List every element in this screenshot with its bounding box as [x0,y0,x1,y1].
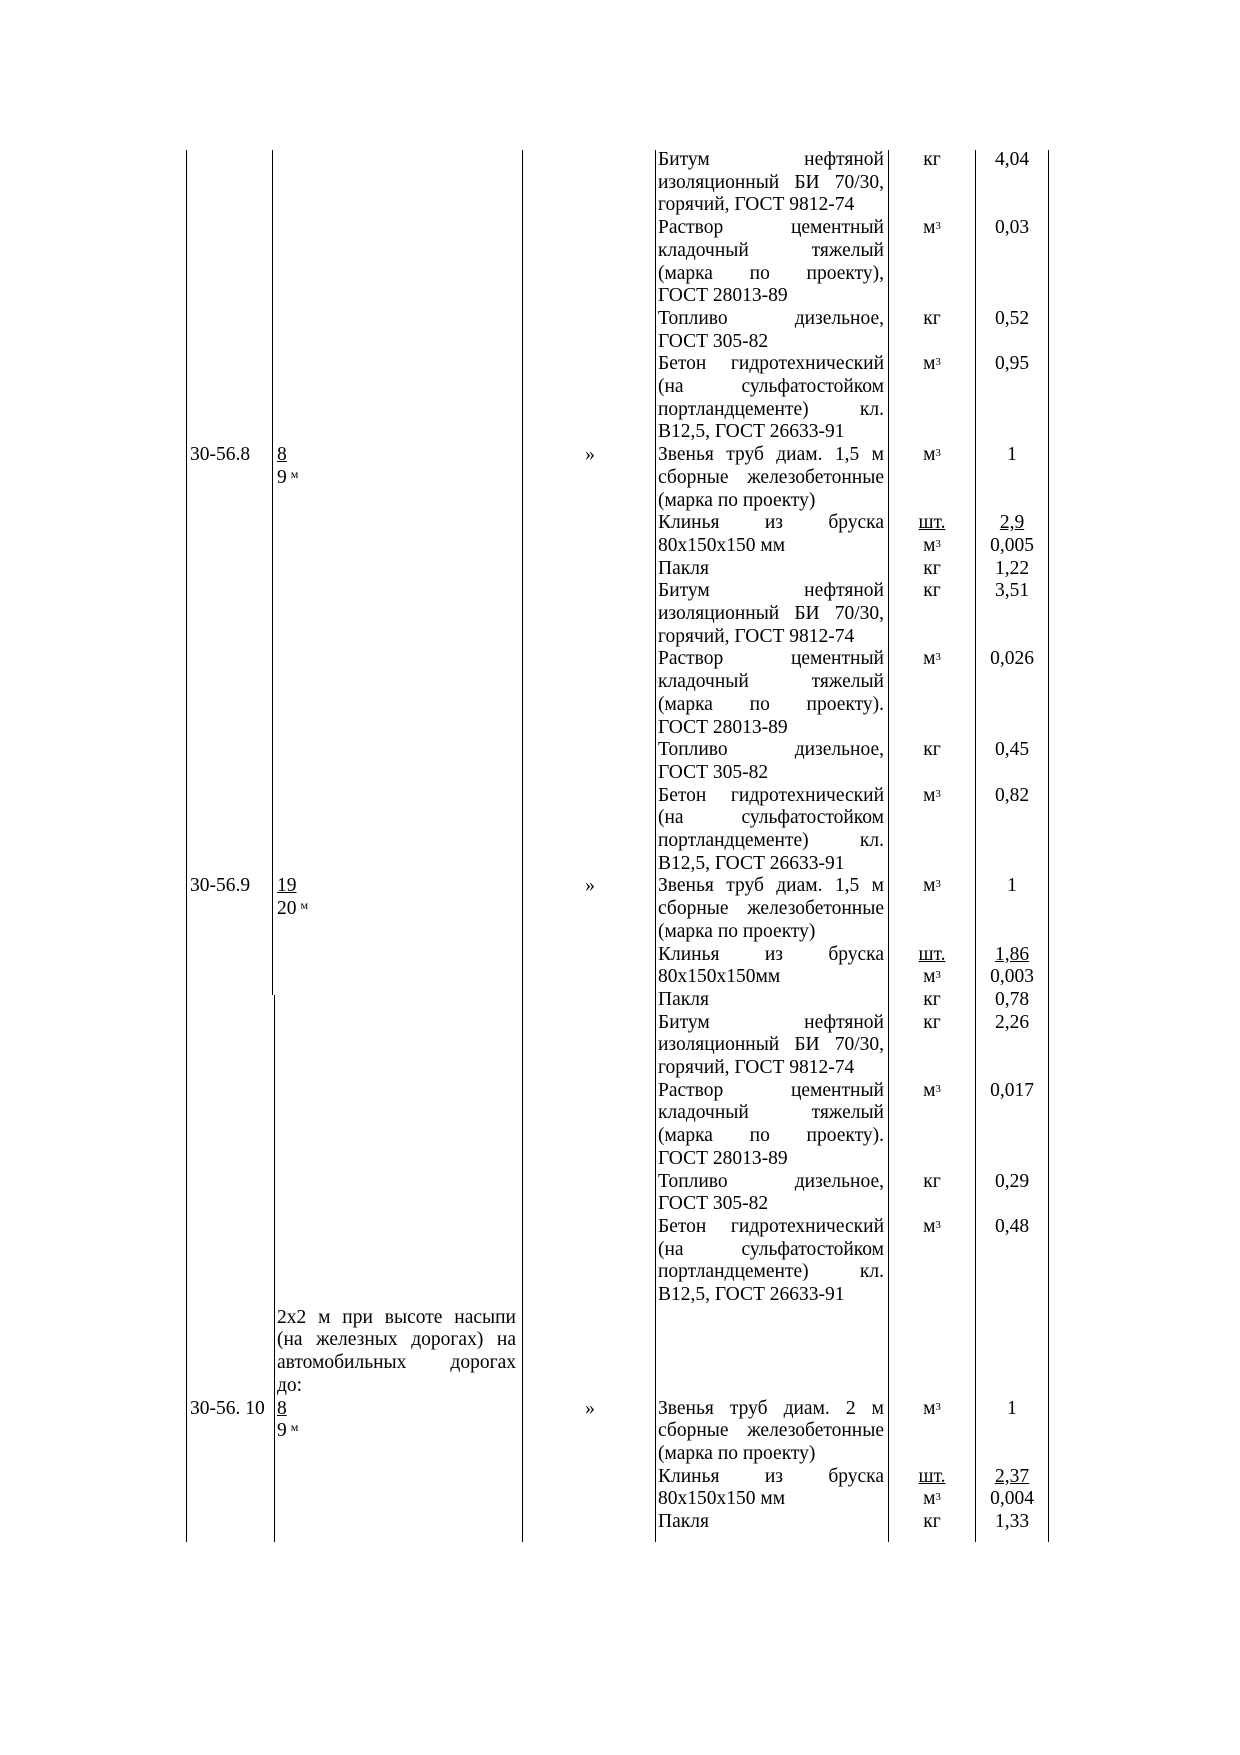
unit-exponent: 3 [935,651,941,664]
material-description-line: В12,5, ГОСТ 26633-91 [658,1284,845,1305]
unit-exponent: 3 [935,356,941,369]
material-description-line: сборные железобетонные [658,466,884,488]
material-description-line: Раствор цементный [658,1079,884,1101]
quantity-cell: 0,03 [994,217,1030,239]
unit-label: м [923,1215,936,1237]
unit-label: кг [923,1011,941,1033]
material-description-line: Пакля [658,1511,709,1532]
unit-label: м [923,875,936,897]
unit-cell [892,1397,972,1420]
material-description-line: кладочный тяжелый [658,1102,884,1124]
quantity-cell: 2,26 [994,1011,1030,1033]
unit-label: м [923,353,936,375]
unit-cell [892,784,972,807]
material-description-line: горячий, ГОСТ 9812-74 [658,625,855,647]
quantity-cell: 0,95 [994,353,1030,375]
quantity-cell: 2,9 [999,512,1025,534]
unit-label: кг [923,307,941,329]
material-description-line: Бетон гидротехнический [658,784,884,806]
quantity-cell: 0,003 [990,966,1034,988]
quantity-cell: 0,017 [990,1079,1034,1101]
unit-exponent: 3 [935,1082,941,1095]
ditto-mark: » [585,444,595,466]
section-heading-line: до: [277,1374,303,1396]
unit-exponent: 3 [935,1400,941,1413]
material-description-line: В12,5, ГОСТ 26633-91 [658,852,845,874]
unit-label: м [923,784,936,806]
unit-cell [892,1079,972,1102]
unit-label: м [923,966,936,988]
material-description-line: Битум нефтяной [658,1011,884,1033]
quantity-cell: 4,04 [994,149,1030,170]
material-description-line: Битум нефтяной [658,149,884,170]
quantity-cell: 1,86 [994,943,1030,965]
table-border-code [274,995,275,1542]
unit-label: кг [923,1170,941,1192]
unit-cell [892,579,972,602]
unit-label: м [923,1079,936,1101]
unit-label: кг [923,557,941,579]
table-border-name [522,150,523,1542]
height-denominator-value: 9 [277,466,287,488]
unit-cell [892,1215,972,1238]
material-description-line: изоляционный БИ 70/30, [658,603,884,624]
material-description-line: портландцементе) кл. [658,830,884,851]
material-description-line: (на сульфатостойком [658,376,884,397]
unit-cell [892,534,972,557]
height-unit: м [290,466,299,481]
unit-cell: шт. [918,1465,946,1487]
quantity-cell: 0,026 [990,648,1034,670]
height-fraction-numerator: 8 [277,444,287,466]
height-unit: м [300,898,309,913]
unit-exponent: 3 [935,787,941,800]
unit-label: м [923,444,936,466]
unit-exponent: 3 [935,969,941,982]
unit-cell [892,352,972,375]
unit-exponent: 3 [935,878,941,891]
unit-exponent: 3 [935,447,941,460]
unit-exponent: 3 [935,1491,941,1504]
material-description-line: ГОСТ 305-82 [658,761,769,783]
unit-cell [892,988,972,1011]
material-description-line: изоляционный БИ 70/30, [658,171,884,193]
unit-cell [892,443,972,466]
unit-cell [892,1170,972,1193]
material-description-line: сборные железобетонные [658,1420,884,1442]
material-description-line: Звенья труб диам. 2 м [658,1397,884,1419]
material-description-line: Пакля [658,557,709,579]
unit-cell [892,965,972,988]
unit-label: кг [923,580,941,602]
material-description-line: Бетон гидротехнический [658,1215,884,1237]
quantity-cell: 1 [1007,1397,1017,1419]
unit-cell: шт. [918,512,946,534]
height-denominator-value: 9 [277,1420,287,1442]
material-description-line: кладочный тяжелый [658,671,884,693]
material-description-line: горячий, ГОСТ 9812-74 [658,1057,855,1078]
item-code: 30-56. 10 [190,1397,265,1419]
material-description-line: изоляционный БИ 70/30, [658,1034,884,1056]
table-border-ditto [655,150,656,1542]
ditto-mark: » [585,1397,595,1419]
ditto-mark: » [585,875,595,897]
unit-label: м [923,1488,936,1510]
unit-label: кг [923,1511,941,1532]
section-heading-line: (на железных дорогах) на [277,1329,516,1351]
unit-label: кг [923,149,941,170]
material-description-line: ГОСТ 305-82 [658,330,769,352]
quantity-cell: 0,45 [994,739,1030,761]
unit-cell [892,1011,972,1034]
table-border-desc [888,150,889,1542]
material-description-line: портландцементе) кл. [658,1261,884,1283]
unit-label: м [923,648,936,670]
material-description-line: ГОСТ 28013-89 [658,285,788,307]
material-description-line: Звенья труб диам. 1,5 м [658,875,884,897]
material-description-line: горячий, ГОСТ 9812-74 [658,194,855,216]
table-border-code [272,150,273,995]
quantity-cell: 1 [1007,444,1017,466]
material-description-line: сборные железобетонные [658,898,884,920]
material-description-line: Клинья из бруска [658,1465,884,1487]
section-heading-line: 2х2 м при высоте насыпи [277,1306,516,1328]
quantity-cell: 0,82 [994,784,1030,806]
material-description-line: В12,5, ГОСТ 26633-91 [658,421,845,443]
item-code: 30-56.8 [190,444,251,466]
material-description-line: (марка по проекту), [658,262,884,284]
material-description-line: Раствор цементный [658,217,884,239]
quantity-cell: 0,48 [994,1215,1030,1237]
unit-cell [892,216,972,239]
unit-exponent: 3 [935,1218,941,1231]
table-border-left [186,150,187,1542]
height-fraction-denominator [277,897,308,922]
unit-exponent: 3 [935,537,941,550]
material-description-line: Топливо дизельное, [658,1170,884,1192]
unit-cell [892,1510,972,1533]
height-fraction-numerator: 19 [277,875,297,897]
material-description-line: Пакля [658,988,709,1010]
material-description-line: 80х150х150мм [658,966,781,988]
unit-cell [892,874,972,897]
height-fraction-numerator: 8 [277,1397,287,1419]
unit-label: м [923,534,936,556]
material-description-line: 80х150х150 мм [658,1488,786,1510]
unit-label: кг [923,739,941,761]
material-description-line: ГОСТ 28013-89 [658,716,788,738]
quantity-cell: 1,22 [994,557,1030,579]
quantity-cell: 1 [1007,875,1017,897]
unit-cell [892,1487,972,1510]
material-description-line: (марка по проекту) [658,489,816,511]
unit-cell [892,307,972,330]
table-border-right [1048,150,1049,1542]
height-unit: м [290,1420,299,1435]
quantity-cell: 0,78 [994,988,1030,1010]
section-heading-line: автомобильных дорогах [277,1352,516,1374]
material-description-line: Клинья из бруска [658,943,884,965]
material-description-line: ГОСТ 28013-89 [658,1147,788,1169]
material-description-line: Раствор цементный [658,648,884,670]
unit-cell [892,148,972,171]
quantity-cell: 2,37 [994,1465,1030,1487]
unit-cell: шт. [918,943,946,965]
material-description-line: (на сульфатостойком [658,1238,884,1260]
item-code: 30-56.9 [190,875,251,897]
unit-cell [892,738,972,761]
material-description-line: кладочный тяжелый [658,239,884,261]
material-description-line: (на сульфатостойком [658,807,884,829]
material-description-line: ГОСТ 305-82 [658,1193,769,1215]
material-description-line: (марка по проекту) [658,920,816,942]
material-description-line: Битум нефтяной [658,580,884,602]
material-description-line: 80х150х150 мм [658,534,786,556]
material-description-line: Клинья из бруска [658,512,884,534]
quantity-cell: 0,52 [994,307,1030,329]
quantity-cell: 0,004 [990,1488,1034,1510]
material-description-line: Топливо дизельное, [658,739,884,761]
unit-exponent: 3 [935,220,941,233]
quantity-cell: 0,29 [994,1170,1030,1192]
quantity-cell: 3,51 [994,580,1030,602]
unit-label: м [923,1397,936,1419]
material-description-line: Топливо дизельное, [658,307,884,329]
unit-label: м [923,217,936,239]
unit-cell [892,557,972,580]
material-description-line: Бетон гидротехнический [658,353,884,375]
height-fraction-denominator [277,466,298,491]
unit-label: кг [923,988,941,1010]
table-border-unit [975,150,976,1542]
material-description-line: (марка по проекту). [658,693,884,715]
unit-cell [892,647,972,670]
quantity-cell: 0,005 [990,534,1034,556]
quantity-cell: 1,33 [994,1511,1030,1532]
material-description-line: портландцементе) кл. [658,398,884,420]
height-fraction-denominator [277,1419,298,1444]
material-description-line: Звенья труб диам. 1,5 м [658,444,884,466]
material-description-line: (марка по проекту). [658,1125,884,1147]
height-denominator-value: 20 [277,898,297,920]
material-description-line: (марка по проекту) [658,1442,816,1464]
